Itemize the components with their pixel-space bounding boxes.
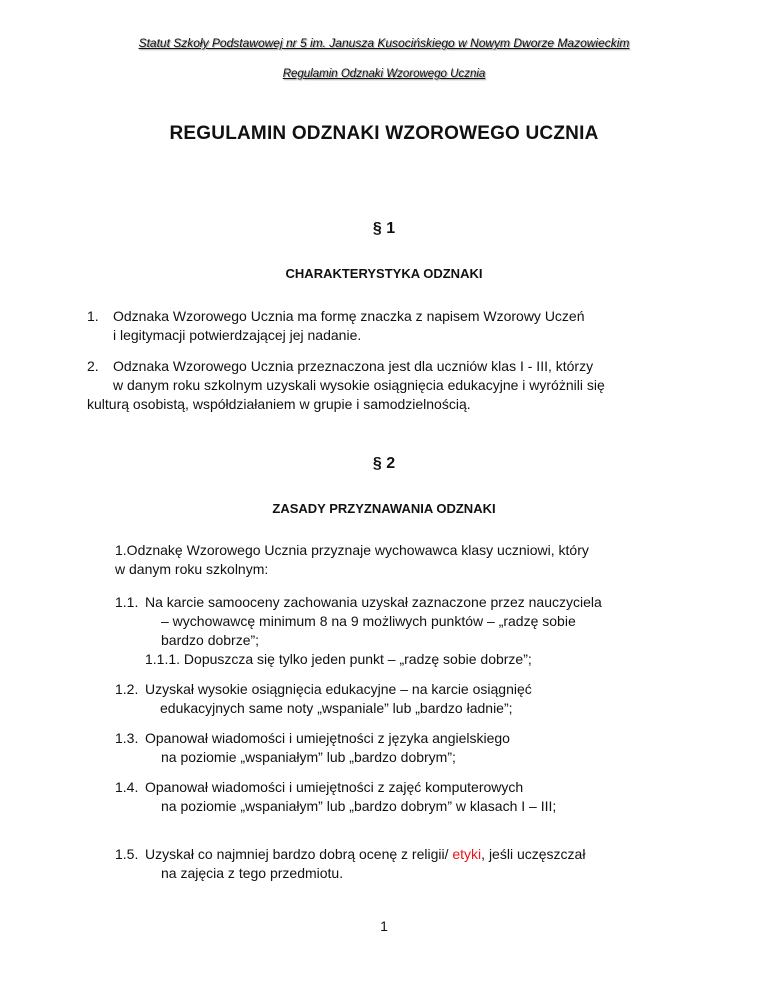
section-2-heading: ZASADY PRZYZNAWANIA ODZNAKI <box>272 501 496 516</box>
section-1-item-1 <box>87 307 687 345</box>
paragraph-1-1 <box>115 593 675 669</box>
paragraph-line: Na karcie samooceny zachowania uzyskał zaznaczone przez nauczyciela <box>145 594 602 610</box>
text-segment: , jeśli uczęszczał <box>481 846 586 862</box>
text-segment: Uzyskał co najmniej bardzo dobrą ocenę z religii/ <box>145 846 453 862</box>
section-2-intro <box>115 541 675 579</box>
item-line: w danym roku szkolnym uzyskali wysokie osiągnięcia edukacyjne i wyróżnili się <box>113 377 605 393</box>
paragraph-line: – wychowawcę minimum 8 na 9 możliwych punktów – „radzę sobie <box>161 613 576 629</box>
running-header-regulation: Regulamin Odznaki Wzorowego Ucznia <box>282 68 486 80</box>
paragraph-1-3 <box>115 729 675 767</box>
paragraph-number: 1.5. <box>115 846 139 862</box>
item-line: kulturą osobistą, współdziałaniem w grupie i samodzielnością. <box>87 396 471 412</box>
paragraph-1-2 <box>115 680 675 718</box>
paragraph-line <box>145 845 695 864</box>
paragraph-line: Uzyskał wysokie osiągnięcia edukacyjne – na karcie osiągnięć <box>145 681 532 697</box>
paragraph-number: 1.4. <box>115 779 139 795</box>
item-line: Odznaka Wzorowego Ucznia przeznaczona jest dla uczniów klas I - III, którzy <box>113 358 594 374</box>
paragraph-number: 1.2. <box>115 681 139 697</box>
paragraph-line: bardzo dobrze”; <box>161 632 260 648</box>
item-line: i legitymacji potwierdzającej jej nadanie. <box>113 327 362 343</box>
paragraph-line: na poziomie „wspaniałym” lub „bardzo dobrym” w klasach I – III; <box>161 798 557 814</box>
section-2-number: § 2 <box>372 455 396 472</box>
paragraph-number: 1.3. <box>115 730 139 746</box>
running-header-school: Statut Szkoły Podstawowej nr 5 im. Janusza Kusocińskiego w Nowym Dworze Mazowieckim <box>138 36 630 50</box>
paragraph-line: edukacyjnych same noty „wspaniale” lub „bardzo ładnie”; <box>160 700 513 716</box>
paragraph-1-4 <box>115 778 695 816</box>
paragraph-line: Opanował wiadomości i umiejętności z zajęć komputerowych <box>145 779 524 795</box>
section-1-heading: CHARAKTERYSTYKA ODZNAKI <box>285 266 483 281</box>
document-title: REGULAMIN ODZNAKI WZOROWEGO UCZNIA <box>169 123 599 144</box>
paragraph-line: na zajęcia z tego przedmiotu. <box>161 865 344 881</box>
section-1-item-2 <box>87 357 679 414</box>
paragraph-sub-item: 1.1.1. Dopuszcza się tylko jeden punkt – „radzę sobie dobrze”; <box>145 651 532 667</box>
paragraph-1-5 <box>115 845 695 883</box>
intro-line: w danym roku szkolnym: <box>115 561 269 577</box>
item-number: 2. <box>87 358 99 374</box>
intro-line: 1.Odznakę Wzorowego Ucznia przyznaje wychowawca klasy uczniowi, który <box>115 542 589 558</box>
paragraph-line: na poziomie „wspaniałym” lub „bardzo dobrym”; <box>161 749 456 765</box>
paragraph-line: Opanował wiadomości i umiejętności z języka angielskiego <box>145 730 510 746</box>
paragraph-number: 1.1. <box>115 594 139 610</box>
item-number: 1. <box>87 308 99 324</box>
page-number: 1 <box>380 918 388 934</box>
item-line: Odznaka Wzorowego Ucznia ma formę znaczka z napisem Wzorowy Uczeń <box>113 308 585 324</box>
section-1-number: § 1 <box>372 220 396 237</box>
highlighted-word: etyki <box>452 846 482 862</box>
